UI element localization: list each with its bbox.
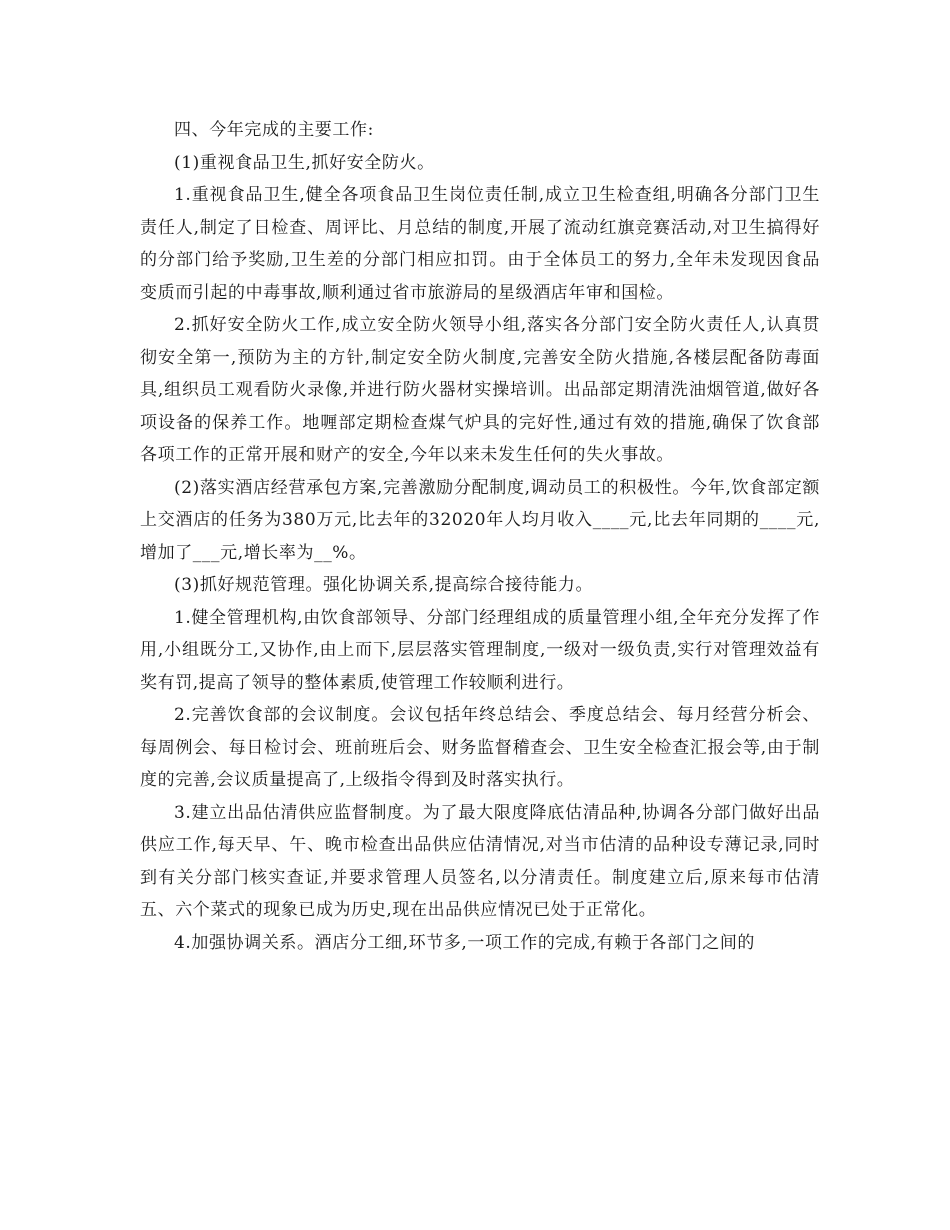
paragraph-food-hygiene: 1.重视食品卫生,健全各项食品卫生岗位责任制,成立卫生检查组,明确各分部门卫生责任人,制定了日检查、周评比、月总结的制度,开展了流动红旗竞赛活动,对卫生搞得好的分部门给予奖励,卫生差的分部门相应扣罚。由于全体员工的努力,全年未发现因食品变质而引起的中毒事故,顺利通过省市旅游局的星级酒店年审和国检。 bbox=[140, 185, 820, 303]
section-heading: 四、今年完成的主要工作: bbox=[174, 120, 374, 140]
paragraph-fire-safety: 2.抓好安全防火工作,成立安全防火领导小组,落实各分部门安全防火责任人,认真贯彻安全第一,预防为主的方针,制定安全防火制度,完善安全防火措施,各楼层配备防毒面具,组织员工观看防火录像,并进行防火器材实操培训。出品部定期清洗油烟管道,做好各项设备的保养工作。地喱部定期检查煤气炉具的完好性,通过有效的措施,确保了饮食部各项工作的正常开展和财产的安全,今年以来未发生任何的失火事故。 bbox=[140, 315, 820, 465]
paragraph-contract-plan: (2)落实酒店经营承包方案,完善激励分配制度,调动员工的积极性。今年,饮食部定额上交酒店的任务为380万元,比去年的32020年人均月收入____元,比去年同期的____元,增加了___元,增长率为__%。 bbox=[140, 477, 820, 563]
paragraph-coordination: 4.加强协调关系。酒店分工细,环节多,一项工作的完成,有赖于各部门之间的 bbox=[174, 932, 756, 953]
paragraph-management-structure: 1.健全管理机构,由饮食部领导、分部门经理组成的质量管理小组,全年充分发挥了作用,小组既分工,又协作,由上而下,层层落实管理制度,一级对一级负责,实行对管理效益有奖有罚,提高了领导的整体素质,使管理工作较顺利进行。 bbox=[140, 607, 820, 693]
paragraph-supply-supervision: 3.建立出品估清供应监督制度。为了最大限度降底估清品种,协调各分部门做好出品供应工作,每天早、午、晚市检查出品供应估清情况,对当市估清的品种设专薄记录,同时到有关分部门核实查证,并要求管理人员签名,以分清责任。制度建立后,原来每市估清五、六个菜式的现象已成为历史,现在出品供应情况已处于正常化。 bbox=[140, 802, 820, 920]
paragraph-meeting-system: 2.完善饮食部的会议制度。会议包括年终总结会、季度总结会、每月经营分析会、每周例会、每日检讨会、班前班后会、财务监督稽查会、卫生安全检查汇报会等,由于制度的完善,会议质量提高了,上级指令得到及时落实执行。 bbox=[140, 705, 820, 790]
document-body bbox=[140, 114, 820, 959]
subsection-heading-3: (3)抓好规范管理。强化协调关系,提高综合接待能力。 bbox=[174, 575, 594, 595]
subsection-heading-1: (1)重视食品卫生,抓好安全防火。 bbox=[174, 152, 435, 173]
